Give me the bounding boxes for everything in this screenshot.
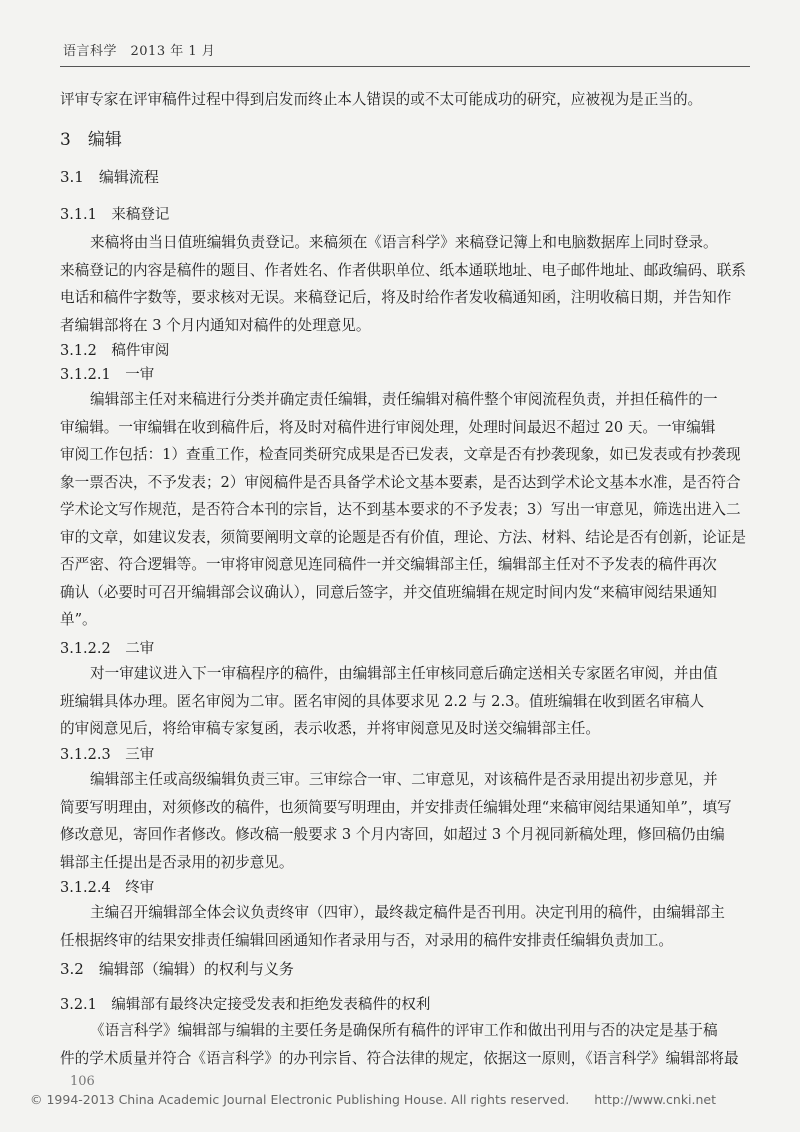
text-line: 编辑部主任对来稿进行分类并确定责任编辑，责任编辑对稿件整个审阅流程负责，并担任稿件的一	[90, 391, 718, 408]
text-line: 审阅工作包括：1）查重工作，检查同类研究成果是否已发表，文章是否有抄袭现象，如已发表或有抄袭现	[60, 446, 741, 463]
text-line: 修改意见，寄回作者修改。修改稿一般要求 3 个月内寄回，如超过 3 个月视同新稿处理，修回稿仍由编	[60, 826, 725, 843]
running-head: 语言科学 2013 年 1 月	[63, 44, 216, 59]
text-line: 者编辑部将在 3 个月内通知对稿件的处理意见。	[60, 316, 371, 334]
text-line: 审的文章，如建议发表，须简要阐明文章的论题是否有价值，理论、方法、材料、结论是否有创新，论证是	[60, 528, 746, 546]
paragraph-3-1-2-1	[60, 386, 750, 634]
paragraph-3-1-2-3	[60, 766, 750, 876]
text-line: 对一审建议进入下一审稿程序的稿件，由编辑部主任审核同意后确定送相关专家匿名审阅，并由值	[90, 665, 718, 682]
text-line: 编辑部主任或高级编辑负责三审。三审综合一审、二审意见，对该稿件是否录用提出初步意见，并	[90, 771, 718, 788]
paragraph-continued	[60, 86, 750, 114]
section-heading-3: 3 编辑	[60, 130, 122, 150]
text-line: 电话和稿件字数等，要求核对无误。来稿登记后，将及时给作者发收稿通知函，注明收稿日期，并告知作	[60, 289, 732, 306]
section-heading-3-1-2-1: 3.1.2.1 一审	[60, 367, 155, 383]
section-heading-3-2-1: 3.2.1 编辑部有最终决定接受发表和拒绝发表稿件的权利	[60, 997, 431, 1013]
text-line: 的审阅意见后，将给审稿专家复函，表示收悉，并将审阅意见及时送交编辑部主任。	[60, 720, 600, 737]
text-line: 《语言科学》编辑部与编辑的主要任务是确保所有稿件的评审工作和做出刊用与否的决定是基于稿	[90, 1022, 718, 1039]
text-line: 件的学术质量并符合《语言科学》的办刊宗旨、符合法律的规定，依据这一原则，《语言科学》编辑部将最	[60, 1049, 739, 1067]
section-heading-3-1-2-2: 3.1.2.2 二审	[60, 641, 155, 657]
page-number: 106	[70, 1074, 95, 1089]
text-line: 否严密、符合逻辑等。一审将审阅意见连同稿件一并交编辑部主任，编辑部主任对不予发表的稿件再次	[60, 556, 717, 573]
section-heading-3-1-2-4: 3.1.2.4 终审	[60, 880, 155, 896]
text-line: 简要写明理由，对须修改的稿件，也须简要写明理由，并安排责任编辑处理“来稿审阅结果通知单”，填写	[60, 798, 732, 816]
text-line: 来稿登记的内容是稿件的题目、作者姓名、作者供职单位、纸本通联地址、电子邮件地址、邮政编码、联系	[60, 261, 746, 279]
copyright-footer: © 1994-2013 China Academic Journal Electronic Publishing House. All rights reserved. http://www.cnki.net	[30, 1092, 717, 1107]
paragraph-3-1-1	[60, 229, 750, 339]
section-heading-3-1-1: 3.1.1 来稿登记	[60, 207, 170, 223]
text-line: 辑部主任提出是否录用的初步意见。	[60, 853, 294, 871]
header-rule	[60, 66, 750, 67]
section-heading-3-1-2-3: 3.1.2.3 三审	[60, 747, 155, 763]
text-line: 学术论文写作规范，是否符合本刊的宗旨，达不到基本要求的不予发表；3）写出一审意见，筛选出进入二	[60, 501, 741, 518]
section-heading-3-1-2: 3.1.2 稿件审阅	[60, 343, 170, 359]
text-line: 单”。	[60, 611, 97, 628]
text-line: 班编辑具体办理。匿名审阅为二审。匿名审阅的具体要求见 2.2 与 2.3。值班编辑在收到匿名审稿人	[60, 692, 705, 710]
text-line: 主编召开编辑部全体会议负责终审（四审），最终裁定稿件是否刊用。决定刊用的稿件，由编辑部主	[90, 904, 725, 921]
text-line: 任根据终审的结果安排责任编辑回函通知作者录用与否，对录用的稿件安排责任编辑负责加工。	[60, 931, 673, 949]
paragraph-3-1-2-2	[60, 660, 750, 743]
text-line: 来稿将由当日值班编辑负责登记。来稿须在《语言科学》来稿登记簿上和电脑数据库上同时登录。	[90, 234, 718, 251]
text-line: 确认（必要时可召开编辑部会议确认），同意后签字，并交值班编辑在规定时间内发“来稿审阅结果通知	[60, 583, 717, 601]
text-line: 象一票否决，不予发表；2）审阅稿件是否具备学术论文基本要素，是否达到学术论文基本水准，是否符合	[60, 473, 741, 491]
section-heading-3-2: 3.2 编辑部（编辑）的权利与义务	[60, 960, 294, 978]
section-heading-3-1: 3.1 编辑流程	[60, 168, 159, 186]
paragraph-3-1-2-4	[60, 899, 750, 954]
text-line: 审编辑。一审编辑在收到稿件后，将及时对稿件进行审阅处理，处理时间最迟不超过 20 天。一审编辑	[60, 418, 716, 436]
paragraph-3-2-1	[60, 1017, 750, 1072]
text-line: 评审专家在评审稿件过程中得到启发而终止本人错误的或不太可能成功的研究，应被视为是正当的。	[60, 91, 703, 108]
